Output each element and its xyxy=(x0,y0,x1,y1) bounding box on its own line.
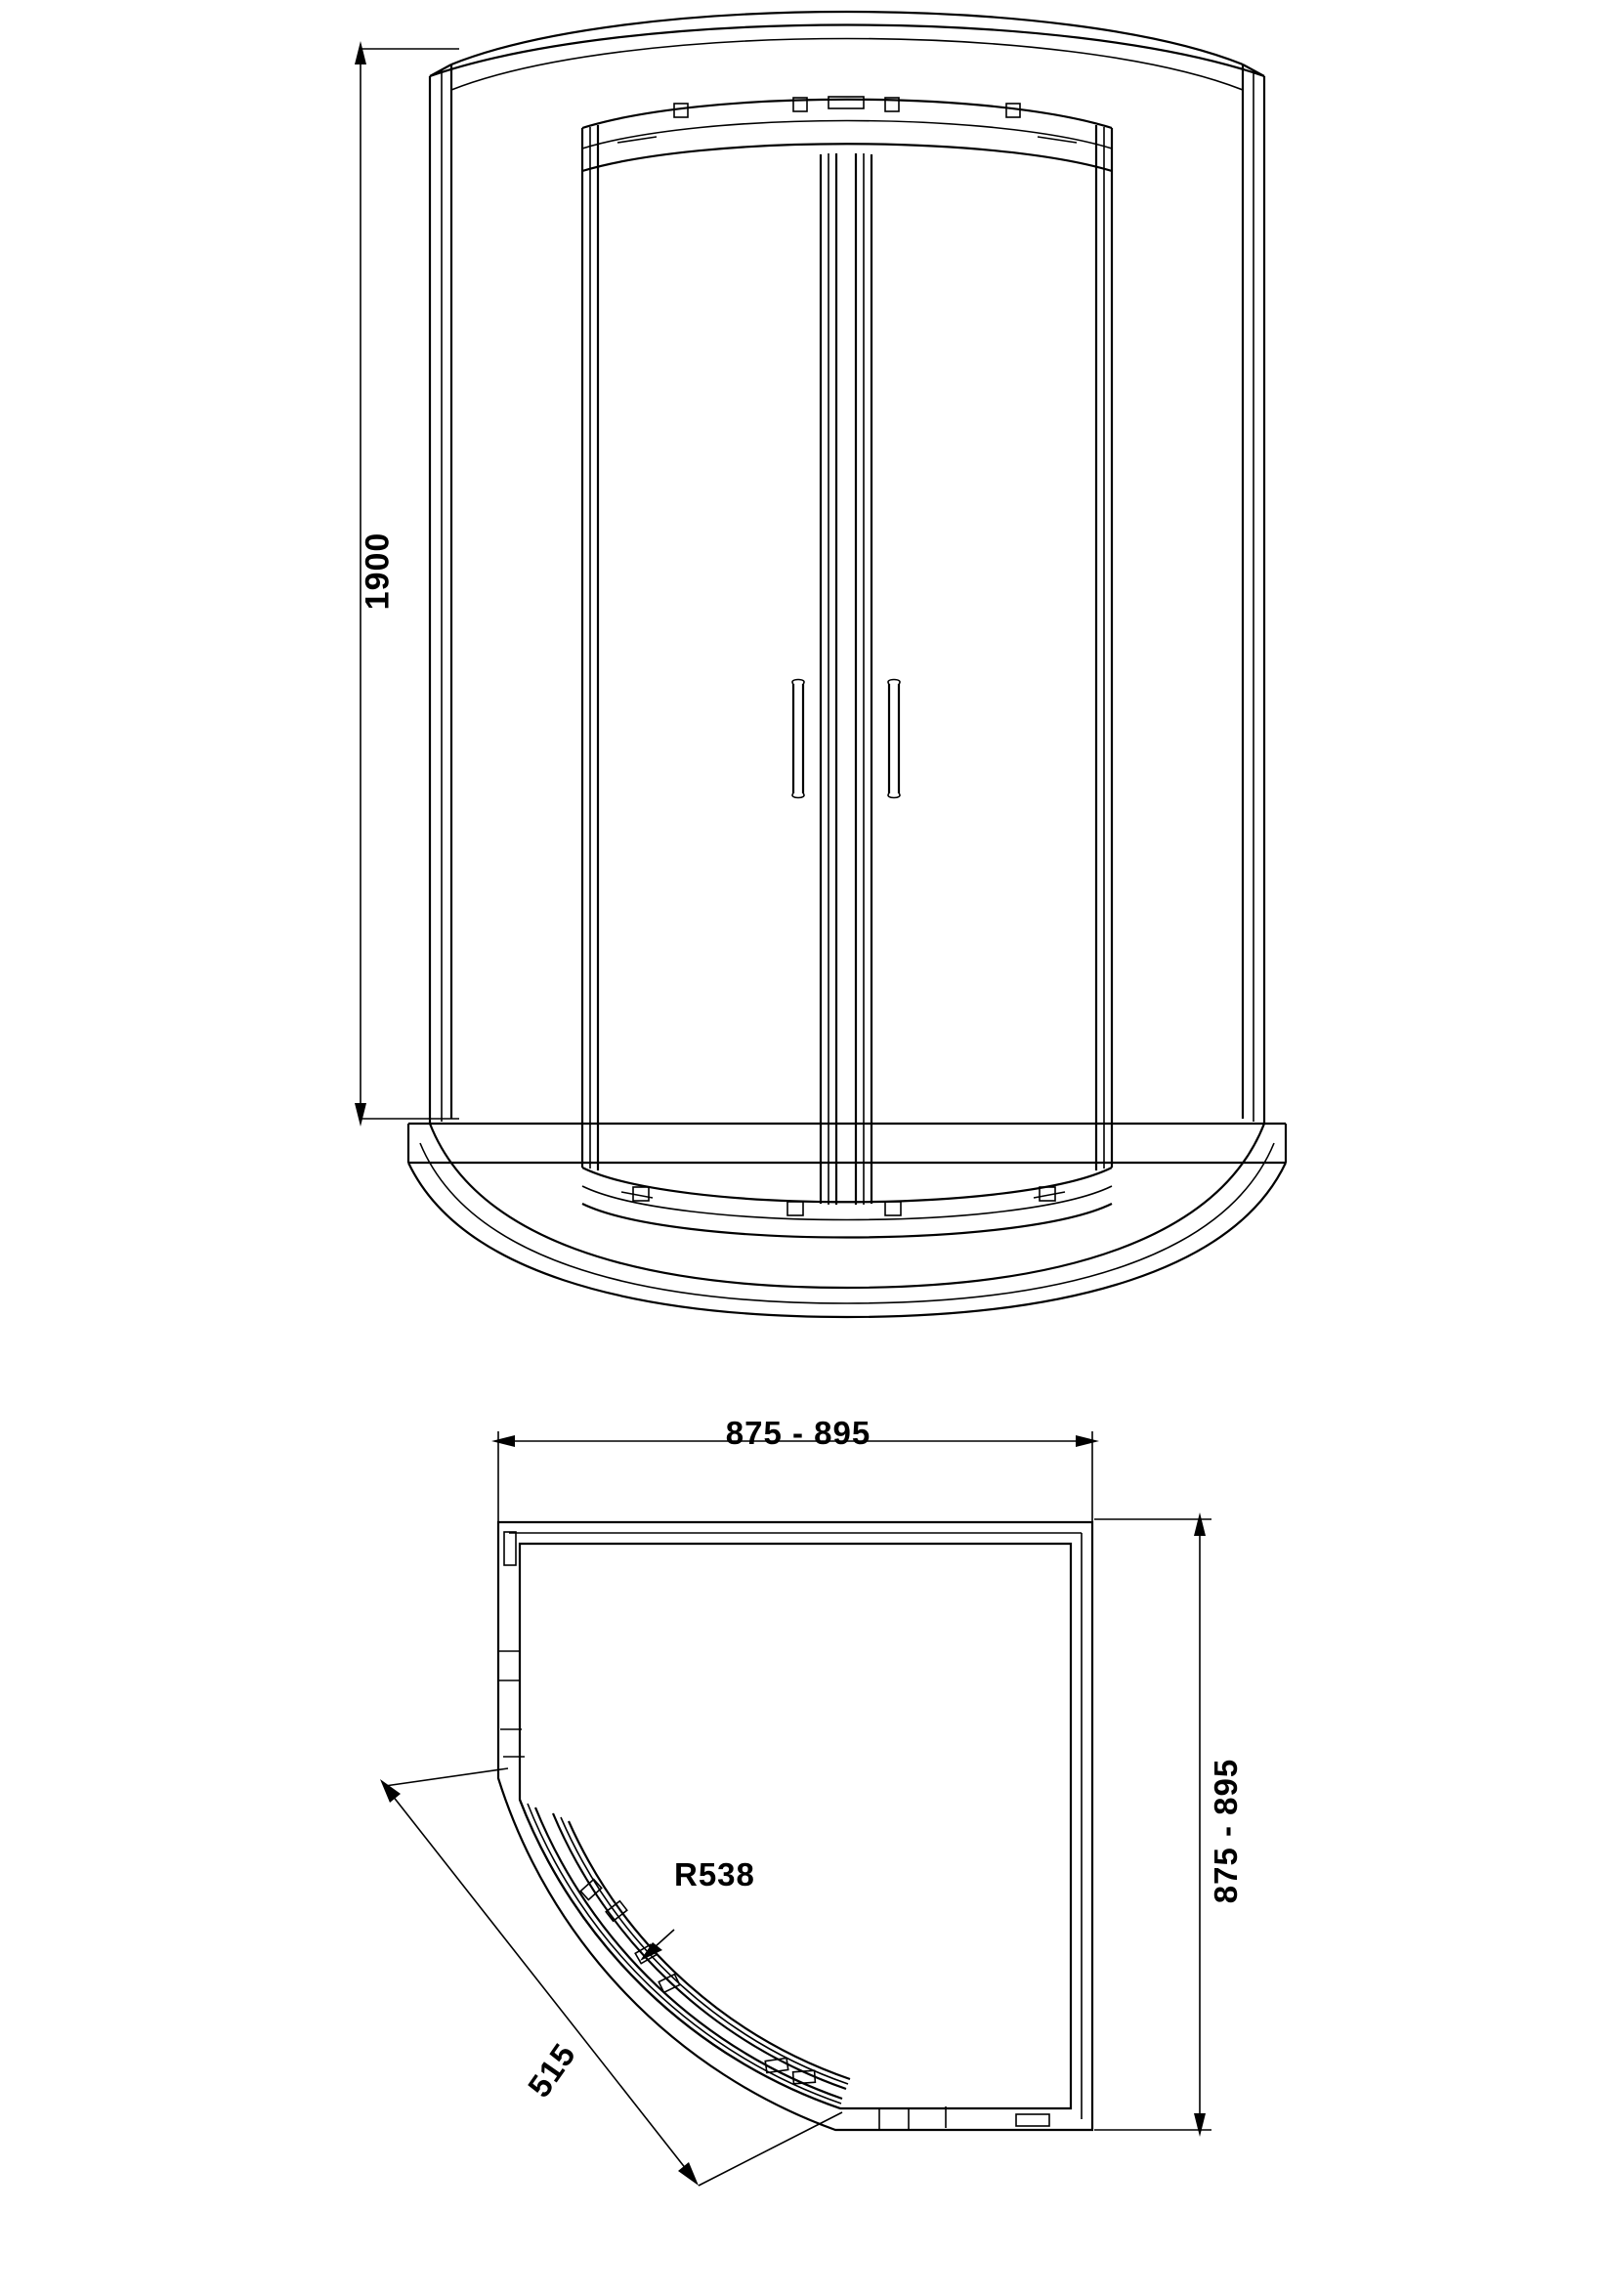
top-roller-brackets xyxy=(617,97,1077,143)
wall-profile-bottom xyxy=(879,2106,1049,2130)
shower-tray xyxy=(408,1124,1286,1317)
plan-view xyxy=(0,1358,1615,2296)
enclosure-outline xyxy=(430,12,1264,1124)
door-handle-left[interactable] xyxy=(792,680,804,798)
width-dimension-label: 875 - 895 xyxy=(725,1415,871,1451)
sliding-doors xyxy=(821,153,871,1205)
height-dimension-label: 1900 xyxy=(359,531,397,611)
fixed-glass-panels xyxy=(451,90,1112,1170)
door-opening-label: 515 xyxy=(520,2036,583,2105)
radius-label: R538 xyxy=(674,1856,755,1892)
depth-dimension-label: 875 - 895 xyxy=(1208,1758,1244,1904)
dimension-depth xyxy=(1094,1512,1211,2137)
door-handle-right[interactable] xyxy=(888,680,900,798)
radius-leader xyxy=(640,1930,674,1961)
